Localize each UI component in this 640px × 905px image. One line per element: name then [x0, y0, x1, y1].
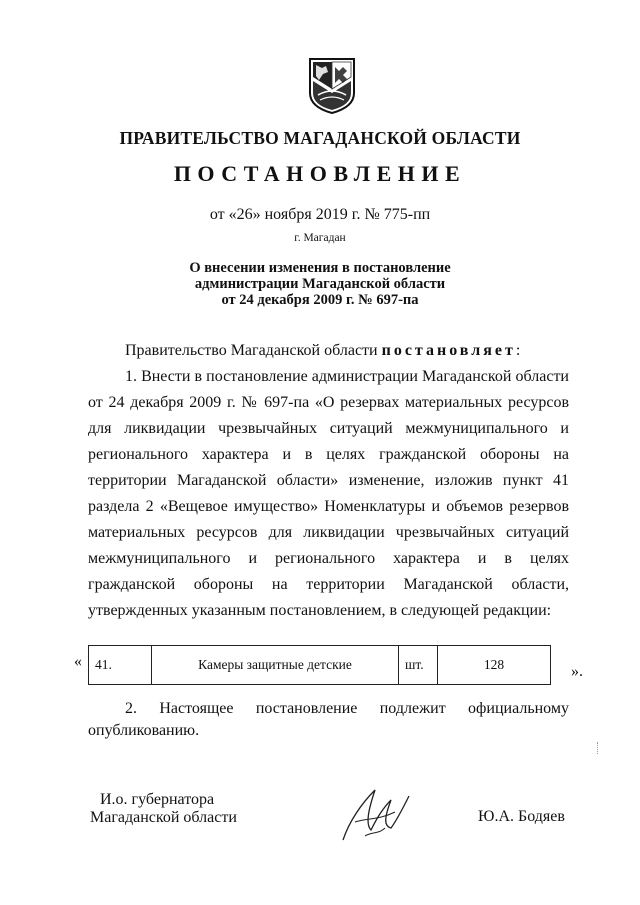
cell-item-name: Камеры защитные детские [152, 646, 399, 685]
cell-number: 41. [89, 646, 152, 685]
signatory-name: Ю.А. Бодяев [478, 808, 565, 825]
quote-close: ». [571, 663, 583, 680]
signatory-position-line: Магаданской области [90, 809, 237, 826]
cell-unit: шт. [399, 646, 438, 685]
subject-line: О внесении изменения в постановление [189, 260, 451, 276]
scan-mark [597, 742, 600, 754]
signatory-position [90, 791, 237, 827]
item-1-paragraph: 1. Внести в постановление администрации Магаданской области от 24 декабря 2009 г. № 697-па «О резервах материальных ресурсов для ликвидации чрезвычайных ситуаций межмуниципального и регионального характера и в целях гражданской обороны на территории Магаданской области» изменение, изложив пункт 41 раздела 2 «Вещевое имущество» Номенклатуры и объемов резервов материальных ресурсов для ликвидации чрезвычайных ситуаций межмуниципального и регионального характера и в целях гражданской обороны на территории Магаданской области, утвержденных указанным постановлением, в следующей редакции: [88, 368, 569, 619]
preamble-colon: : [515, 342, 521, 359]
document-date-number: от «26» ноября 2019 г. № 775-пп [209, 206, 431, 223]
handwritten-signature-icon [335, 782, 415, 848]
preamble-text: Правительство Магаданской области [125, 342, 378, 359]
cell-quantity: 128 [438, 646, 551, 685]
subject-line: администрации Магаданской области [194, 276, 446, 292]
subject-line: от 24 декабря 2009 г. № 697-па [221, 292, 419, 308]
preamble-paragraph [125, 338, 575, 364]
coat-of-arms-icon [304, 55, 360, 115]
decree-word: постановляет [381, 342, 516, 359]
item-2-paragraph: 2. Настоящее постановление подлежит официальному опубликованию. [88, 700, 569, 739]
document-type: ПОСТАНОВЛЕНИЕ [173, 161, 467, 186]
document-subject [0, 260, 640, 308]
document-city: г. Магадан [294, 232, 346, 244]
organization-name: ПРАВИТЕЛЬСТВО МАГАДАНСКОЙ ОБЛАСТИ [119, 128, 521, 148]
signatory-position-line: И.о. губернатора [100, 791, 215, 808]
table-row [89, 646, 551, 685]
nomenclature-table [88, 645, 551, 685]
quote-open: « [74, 653, 82, 670]
